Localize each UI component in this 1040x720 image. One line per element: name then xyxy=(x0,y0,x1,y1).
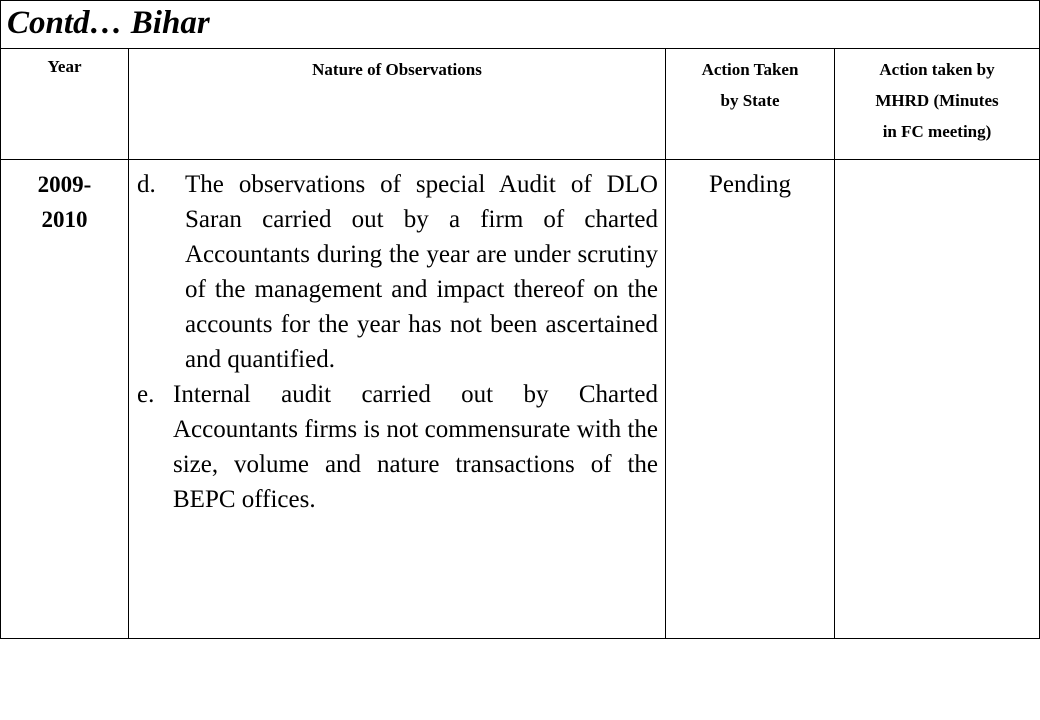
observation-d-text: The observations of special Audit of DLO Saran carried out by a firm of charted Accountants during the year are under scrutiny of the management and impact thereof on the accounts for the year has not been ascertained and quantified. xyxy=(185,171,658,373)
page-title: Contd… Bihar xyxy=(7,5,210,41)
action-state-value: Pending xyxy=(709,171,791,198)
header-action-mhrd-line2: MHRD (Minutes xyxy=(875,91,999,110)
header-action-state-line1: Action Taken xyxy=(701,60,799,79)
column-divider xyxy=(128,48,129,639)
year-cell xyxy=(1,167,128,237)
header-action-mhrd xyxy=(835,54,1039,147)
header-action-mhrd-line3: in FC meeting) xyxy=(882,122,992,141)
header-year xyxy=(1,51,128,82)
header-year-label: Year xyxy=(47,57,82,76)
header-nature xyxy=(129,54,665,85)
header-action-state-line2: by State xyxy=(720,91,780,110)
year-line1: 2009- xyxy=(37,172,92,197)
column-divider xyxy=(665,48,666,639)
header-nature-label: Nature of Observations xyxy=(312,60,482,79)
title-row xyxy=(1,1,1039,49)
action-state-cell xyxy=(666,167,834,202)
year-line2: 2010 xyxy=(41,207,88,232)
header-divider xyxy=(1,159,1039,160)
observation-d-label: d. xyxy=(137,171,156,198)
observation-item-d xyxy=(137,167,658,377)
header-action-state xyxy=(666,54,834,116)
observations-cell xyxy=(137,167,658,517)
observation-e-text: Internal audit carried out by Charted Accountants firms is not commensurate with the size, volume and nature transactions of the BEPC offices. xyxy=(173,381,658,513)
observation-item-e xyxy=(137,377,658,517)
observation-e-label: e. xyxy=(137,381,155,408)
header-action-mhrd-line1: Action taken by xyxy=(879,60,995,79)
